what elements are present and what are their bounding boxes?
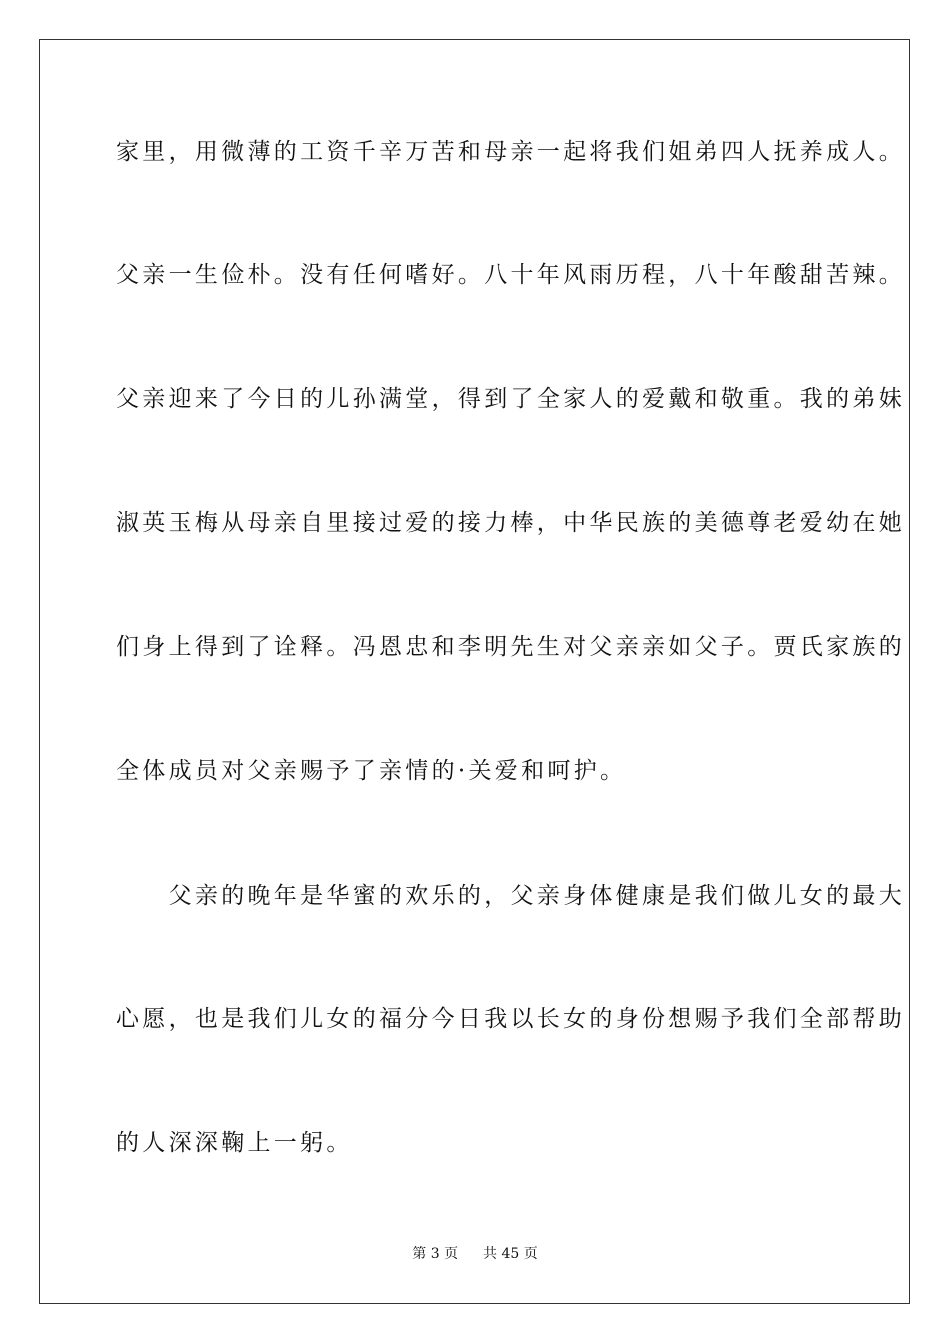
body-line-5: 们身上得到了诠释。冯恩忠和李明先生对父亲亲如父子。贾氏家族的 [116, 634, 905, 660]
page-number: 第 3 页 [412, 1246, 459, 1262]
page-footer [0, 1244, 950, 1264]
body-line-3: 父亲迎来了今日的儿孙满堂，得到了全家人的爱戴和敬重。我的弟妹 [116, 386, 905, 412]
page-border [39, 39, 910, 1304]
body-line-6: 全体成员对父亲赐予了亲情的·关爱和呵护。 [116, 758, 627, 784]
body-line-9: 的人深深鞠上一躬。 [116, 1130, 353, 1156]
body-line-1: 家里，用微薄的工资千辛万苦和母亲一起将我们姐弟四人抚养成人。 [116, 139, 905, 165]
body-line-8: 心愿，也是我们儿女的福分今日我以长女的身份想赐予我们全部帮助 [116, 1006, 905, 1032]
body-line-2: 父亲一生俭朴。没有任何嗜好。八十年风雨历程，八十年酸甜苦辣。 [116, 262, 905, 288]
body-line-7: 父亲的晚年是华蜜的欢乐的，父亲身体健康是我们做儿女的最大 [116, 883, 905, 909]
page-total: 共 45 页 [483, 1246, 538, 1262]
body-line-4: 淑英玉梅从母亲自里接过爱的接力棒，中华民族的美德尊老爱幼在她 [116, 510, 905, 536]
